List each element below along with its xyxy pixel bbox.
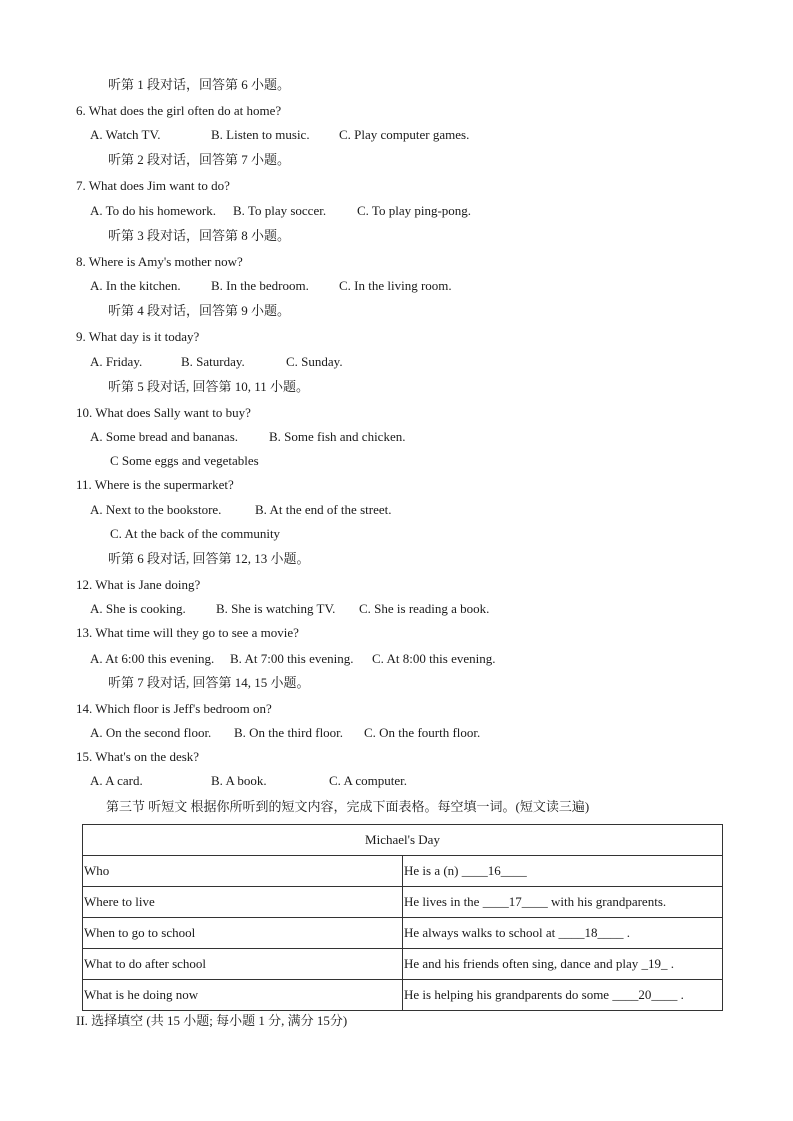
q11-option-a: A. Next to the bookstore. [90,502,222,517]
question-14: 14. Which floor is Jeff's bedroom on? [76,701,272,716]
question-6: 6. What does the girl often do at home? [76,103,282,118]
dialogue-4-instruction: 听第 4 段对话，回答第 9 小题。 [108,303,291,318]
row-text: He is helping his grandparents do some ____20____ . [403,980,723,1011]
question-15: 15. What's on the desk? [76,749,200,764]
q9-option-b: B. Saturday. [181,354,245,369]
dialogue-7-instruction: 听第 7 段对话, 回答第 14, 15 小题。 [108,675,310,690]
table-row [83,980,723,1011]
question-12: 12. What is Jane doing? [76,577,201,592]
q15-option-c: C. A computer. [329,773,407,788]
row-text: He always walks to school at ____18____ . [403,918,723,949]
row-label: When to go to school [83,918,403,949]
table-row [83,856,723,887]
table-row [83,949,723,980]
table-row [83,887,723,918]
q15-option-b: B. A book. [211,773,267,788]
q14-option-b: B. On the third floor. [234,725,344,740]
row-text: He and his friends often sing, dance and play _19_ . [403,949,723,980]
q6-option-c: C. Play computer games. [339,127,470,142]
q6-option-b: B. Listen to music. [211,127,310,142]
q10-option-b: B. Some fish and chicken. [269,429,406,444]
question-7: 7. What does Jim want to do? [76,178,230,193]
q7-option-a: A. To do his homework. [90,203,216,218]
q12-option-a: A. She is cooking. [90,601,186,616]
q7-option-b: B. To play soccer. [233,203,327,218]
q8-option-a: A. In the kitchen. [90,278,181,293]
question-8: 8. Where is Amy's mother now? [76,254,243,269]
q7-option-c: C. To play ping-pong. [357,203,472,218]
q12-option-c: C. She is reading a book. [359,601,490,616]
table-row [83,918,723,949]
part2-heading: II. 选择填空 (共 15 小题; 每小题 1 分, 满分 15分) [76,1013,348,1028]
dialogue-1-instruction: 听第 1 段对话，回答第 6 小题。 [108,77,291,92]
q11-option-b: B. At the end of the street. [255,502,392,517]
michaels-day-table [82,824,723,1011]
q8-option-c: C. In the living room. [339,278,452,293]
dialogue-6-instruction: 听第 6 段对话, 回答第 12, 13 小题。 [108,551,310,566]
table-header-row [83,825,723,856]
dialogue-5-instruction: 听第 5 段对话, 回答第 10, 11 小题。 [108,379,310,394]
row-text: He is a (n) ____16____ [403,856,723,887]
question-11: 11. Where is the supermarket? [76,477,234,492]
question-10: 10. What does Sally want to buy? [76,405,251,420]
q8-option-b: B. In the bedroom. [211,278,309,293]
q12-option-b: B. She is watching TV. [216,601,336,616]
dialogue-2-instruction: 听第 2 段对话，回答第 7 小题。 [108,152,291,167]
section3-instruction: 第三节 听短文 根据你所听到的短文内容，完成下面表格。每空填一词。(短文读三遍) [106,799,590,814]
q10-option-a: A. Some bread and bananas. [90,429,239,444]
q13-option-a: A. At 6:00 this evening. [90,651,215,666]
q13-option-c: C. At 8:00 this evening. [372,651,496,666]
question-13: 13. What time will they go to see a movie? [76,625,299,640]
question-9: 9. What day is it today? [76,329,200,344]
row-label: Where to live [83,887,403,918]
q14-option-a: A. On the second floor. [90,725,212,740]
q14-option-c: C. On the fourth floor. [364,725,481,740]
q9-option-c: C. Sunday. [286,354,343,369]
q13-option-b: B. At 7:00 this evening. [230,651,354,666]
dialogue-3-instruction: 听第 3 段对话，回答第 8 小题。 [108,228,291,243]
q11-option-c: C. At the back of the community [110,526,281,541]
row-text: He lives in the ____17____ with his grandparents. [403,887,723,918]
row-label: What to do after school [83,949,403,980]
q15-option-a: A. A card. [90,773,143,788]
q9-option-a: A. Friday. [90,354,143,369]
q6-option-a: A. Watch TV. [90,127,161,142]
row-label: Who [83,856,403,887]
q10-option-c: C Some eggs and vegetables [110,453,259,468]
row-label: What is he doing now [83,980,403,1011]
table-title: Michael's Day [83,825,723,856]
